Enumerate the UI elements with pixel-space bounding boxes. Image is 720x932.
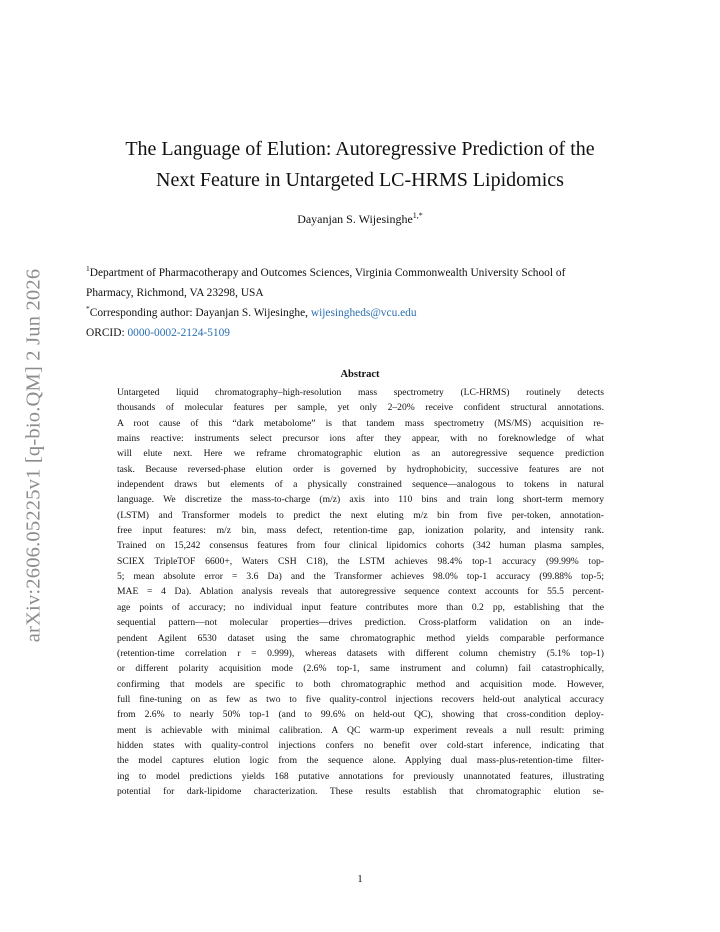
abstract-line: ment is achievable with minimal calibration. A QC warm-up experiment reveals a null result: priming — [117, 724, 604, 736]
paper-title — [80, 134, 640, 196]
corresponding-author-line: *Corresponding author: Dayanjan S. Wijesinghe, wijesingheds@vcu.edu — [86, 304, 417, 319]
arxiv-identifier-stamp — [12, 250, 56, 660]
abstract-line: 5; mean absolute error = 3.6 Da) and the Transformer achieves 98.0% top-1 accuracy (99.88% top-5; — [117, 571, 604, 583]
email-link[interactable]: wijesingheds@vcu.edu — [310, 307, 417, 319]
orcid-line: ORCID: 0000-0002-2124-5109 — [86, 327, 230, 339]
title-line: Next Feature in Untargeted LC-HRMS Lipidomics — [156, 169, 564, 191]
affiliation-line: Pharmacy, Richmond, VA 23298, USA — [86, 287, 264, 299]
abstract-body — [117, 385, 604, 799]
abstract-line: or different polarity acquisition mode (2.6% top-1, same instrument and column) fail catastrophically, — [117, 663, 604, 675]
title-line: The Language of Elution: Autoregressive Prediction of the — [125, 138, 595, 160]
abstract-line: will elute next. Here we reframe chromatographic elution as an autoregressive sequence prediction — [117, 448, 604, 460]
abstract-line: from 2.6% to nearly 50% top-1 (and to 99.6% on held-out QC), showing that cross-condition deploy- — [117, 709, 604, 721]
abstract-line: free input features: m/z bin, mass defect, retention-time gap, ionization polarity, and intensity rank. — [117, 525, 604, 537]
abstract-line: SCIEX TripleTOF 6600+, Waters CSH C18), the LSTM achieves 98.4% top-1 accuracy (99.99% top- — [117, 555, 604, 567]
abstract-line: mains reactive: instruments select precursor ions after they appear, with no foreknowledge of what — [117, 433, 604, 445]
affiliation-mark: 1 — [86, 264, 90, 274]
abstract-line: Trained on 15,242 consensus features from four clinical lipidomics cohorts (342 human plasma samples, — [117, 540, 604, 552]
page-number: 1 — [357, 873, 363, 885]
abstract-line: potential for dark-lipidome characterization. These results establish that chromatographic elution se- — [117, 785, 604, 797]
corresponding-mark: * — [86, 304, 90, 314]
abstract-line: task. Because reversed-phase elution order is governed by hydrophobicity, successive features are not — [117, 463, 604, 475]
abstract-line: (LSTM) and Transformer models to predict the next eluting m/z bin from five per-token, annotation- — [117, 509, 604, 521]
abstract-line: (retention-time correlation r = 0.999), whereas datasets with different column chemistry (5.1% top-1) — [117, 647, 604, 659]
abstract-line: hidden states with quality-control injections confers no benefit over cold-start inference, indicating that — [117, 739, 604, 751]
abstract-line: ing to model predictions yields 168 putative annotations for previously unannotated features, illustrating — [117, 770, 604, 782]
abstract-line: confirming that models are specific to both chromatographic method and acquisition mode. However, — [117, 678, 604, 690]
orcid-link[interactable]: 0000-0002-2124-5109 — [127, 327, 230, 339]
affiliation-block — [86, 263, 646, 343]
abstract-line: age points of accuracy; no individual input feature contributes more than 0.2 pp, establishing that the — [117, 601, 604, 613]
author-name: Dayanjan S. Wijesinghe — [297, 212, 413, 226]
abstract-heading: Abstract — [340, 369, 380, 380]
abstract-line: Untargeted liquid chromatography–high-resolution mass spectrometry (LC-HRMS) routinely detects — [117, 387, 604, 398]
abstract-line: independent draws but elements of a physically constrained sequence—analogous to tokens in natural — [117, 479, 604, 491]
author-marks: 1,* — [412, 211, 423, 220]
abstract-line: sequential pattern—not molecular properties—drives prediction. Cross-platform validation on an inde- — [117, 617, 604, 629]
abstract-line: thousands of molecular features per sample, yet only 2–20% receive confident structural annotations. — [117, 402, 604, 414]
abstract-line: the model captures elution logic from the sequence alone. Applying dual mass-plus-retention-time filter- — [117, 755, 604, 767]
affiliation-line: $^1$Department of Pharmacotherapy and Outcomes Sciences, Virginia Commonwealth University School of — [86, 264, 566, 279]
abstract-line: full fine-tuning on as few as two to five quality-control injections recovers held-out analytical accuracy — [117, 693, 604, 705]
arxiv-identifier-text: arXiv:2606.05225v1 [q-bio.QM] 2 Jun 2026 — [22, 268, 45, 642]
abstract-line: MAE = 4 Da). Ablation analysis reveals that autoregressive sequence context accounts for 55.5 percent- — [117, 586, 604, 598]
abstract-line: A root cause of this “dark metabolome” is that tandem mass spectrometry (MS/MS) acquisition re- — [117, 417, 604, 429]
author-line — [80, 211, 640, 227]
abstract-line: language. We discretize the mass-to-charge (m/z) axis into 110 bins and train long short-term memory — [117, 494, 604, 506]
abstract-line: pendent Agilent 6530 dataset using the same chromatographic method yields comparable performance — [117, 632, 604, 644]
